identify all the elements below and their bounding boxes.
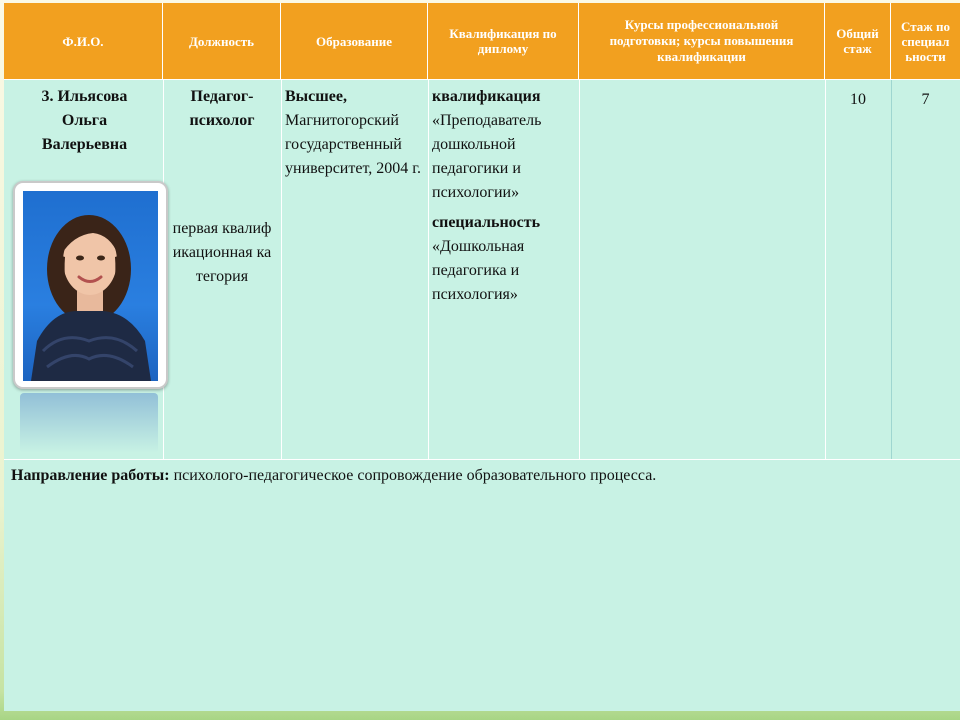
- grid-line: [579, 80, 580, 460]
- photo-reflection: [20, 393, 158, 453]
- work-direction-label: Направление работы:: [11, 467, 170, 484]
- header-position: Должность: [163, 3, 281, 80]
- header-qualification: Квалификация по диплому: [428, 3, 579, 80]
- portrait-illustration: [23, 191, 158, 381]
- qualification-value: «Преподаватель дошкольной педагогики и психологии»: [432, 112, 542, 201]
- cell-qualification: [432, 85, 576, 307]
- cell-category: первая квалификационная категория: [172, 220, 272, 285]
- specialty-label: специальность: [432, 214, 541, 231]
- teacher-photo-frame: [13, 181, 168, 389]
- header-specialty-experience: Стаж по специальности: [891, 3, 960, 80]
- specialty-value: «Дошкольная педагогика и психология»: [432, 238, 525, 303]
- grid-line: [891, 80, 892, 460]
- cell-fio: 3. Ильясова Ольга Валерьевна: [41, 88, 128, 153]
- header-fio: Ф.И.О.: [4, 3, 163, 80]
- grid-line: [428, 80, 429, 460]
- header-education: Образование: [281, 3, 428, 80]
- cell-specialty-experience: 7: [921, 91, 930, 108]
- grid-line: [825, 80, 826, 460]
- work-direction: [11, 464, 951, 488]
- education-institution: Магнитогорский государственный университет, 2004 г.: [285, 112, 421, 177]
- header-courses: Курсы профессиональной подготовки; курсы повышения квалификации: [579, 3, 825, 80]
- header-total-experience: Общий стаж: [825, 3, 891, 80]
- cell-total-experience: 10: [850, 91, 866, 108]
- education-level: Высшее,: [285, 88, 347, 105]
- qualification-label: квалификация: [432, 88, 541, 105]
- staff-table: [4, 3, 960, 711]
- cell-education: [285, 85, 427, 181]
- grid-line: [4, 459, 960, 460]
- grid-line: [281, 80, 282, 460]
- teacher-photo: [23, 191, 158, 381]
- work-direction-text: психолого-педагогическое сопровождение образовательного процесса.: [169, 467, 657, 484]
- cell-position: Педагог-психолог: [189, 88, 255, 129]
